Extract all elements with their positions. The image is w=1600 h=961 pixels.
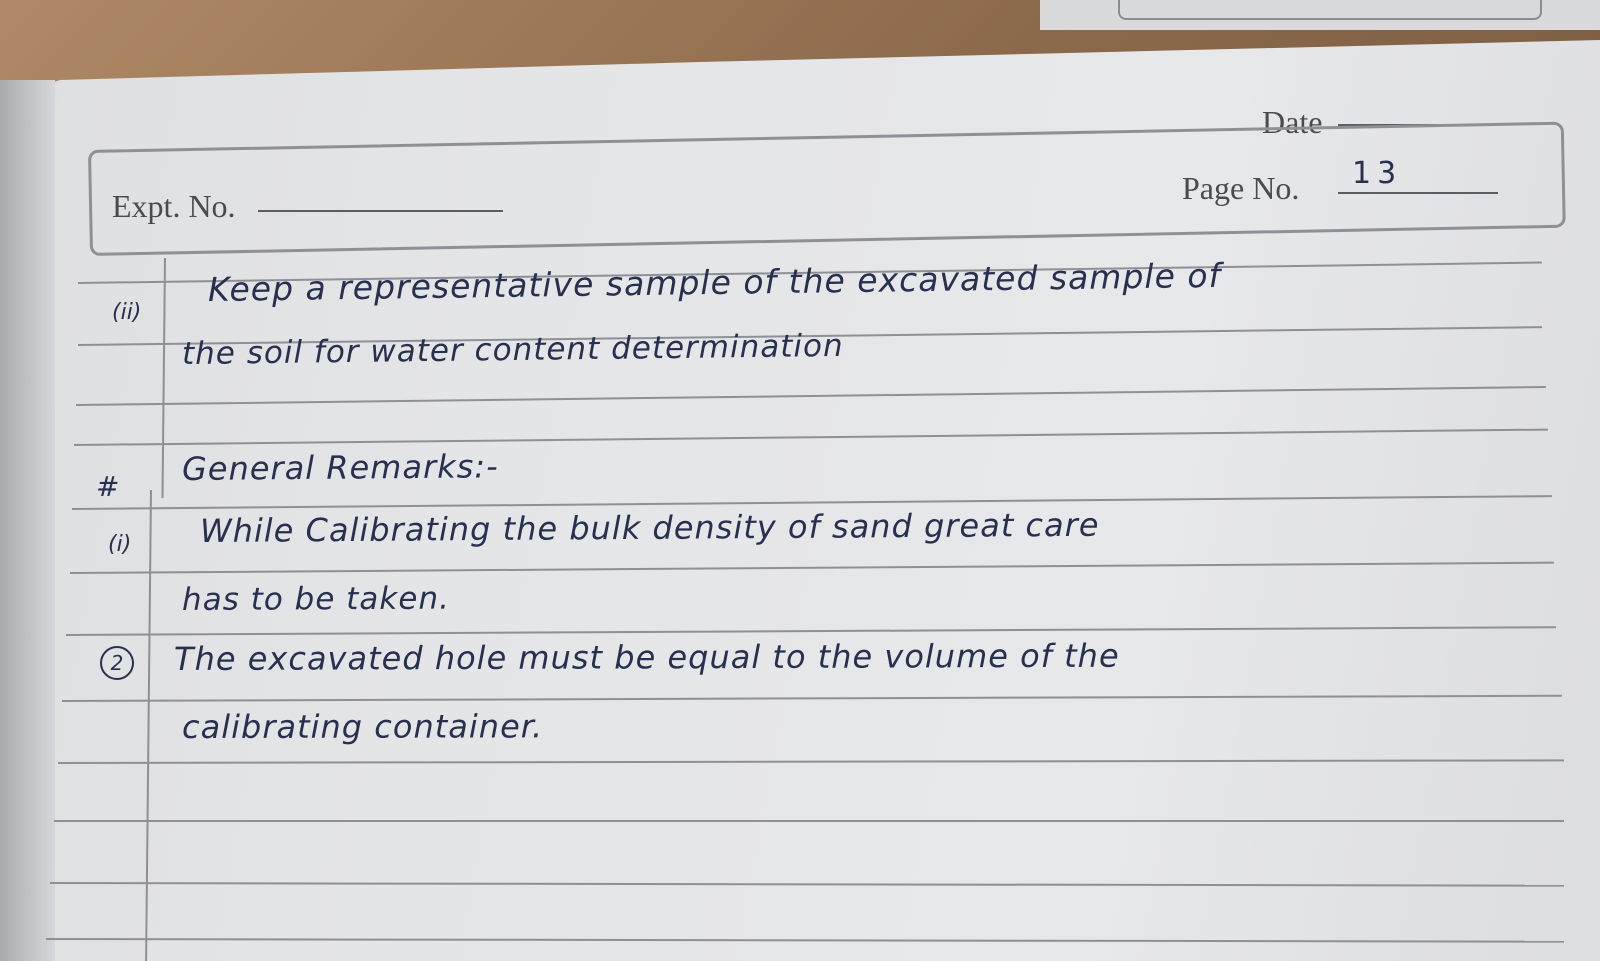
section-heading: General Remarks:-: [181, 447, 499, 488]
item-ii-marker: (ii): [112, 300, 142, 325]
item-2-line-1: The excavated hole must be equal to the volume of the: [173, 636, 1120, 678]
item-ii-line-2: the soil for water content determination: [181, 327, 844, 372]
item-2-marker: 2: [100, 646, 134, 680]
page-spine-shadow: [0, 80, 55, 961]
expt-label: Expt. No.: [112, 188, 236, 224]
date-label: Date: [1262, 104, 1323, 140]
item-ii-line-1: Keep a representative sample of the excavated sample of: [207, 255, 1222, 309]
section-marker: #: [96, 470, 120, 503]
item-2-line-2: calibrating container.: [181, 707, 544, 746]
page-no-line: [1338, 192, 1498, 194]
item-1-line-2: has to be taken.: [181, 580, 450, 618]
item-1-line-1: While Calibrating the bulk density of sand great care: [199, 505, 1100, 550]
ruled-line: [54, 820, 1564, 822]
page-number: 13: [1352, 156, 1403, 191]
adjacent-page-header-box: [1118, 0, 1542, 20]
expt-line: [258, 210, 503, 212]
item-1-marker: (i): [108, 532, 132, 557]
page-no-label: Page No.: [1182, 170, 1300, 206]
